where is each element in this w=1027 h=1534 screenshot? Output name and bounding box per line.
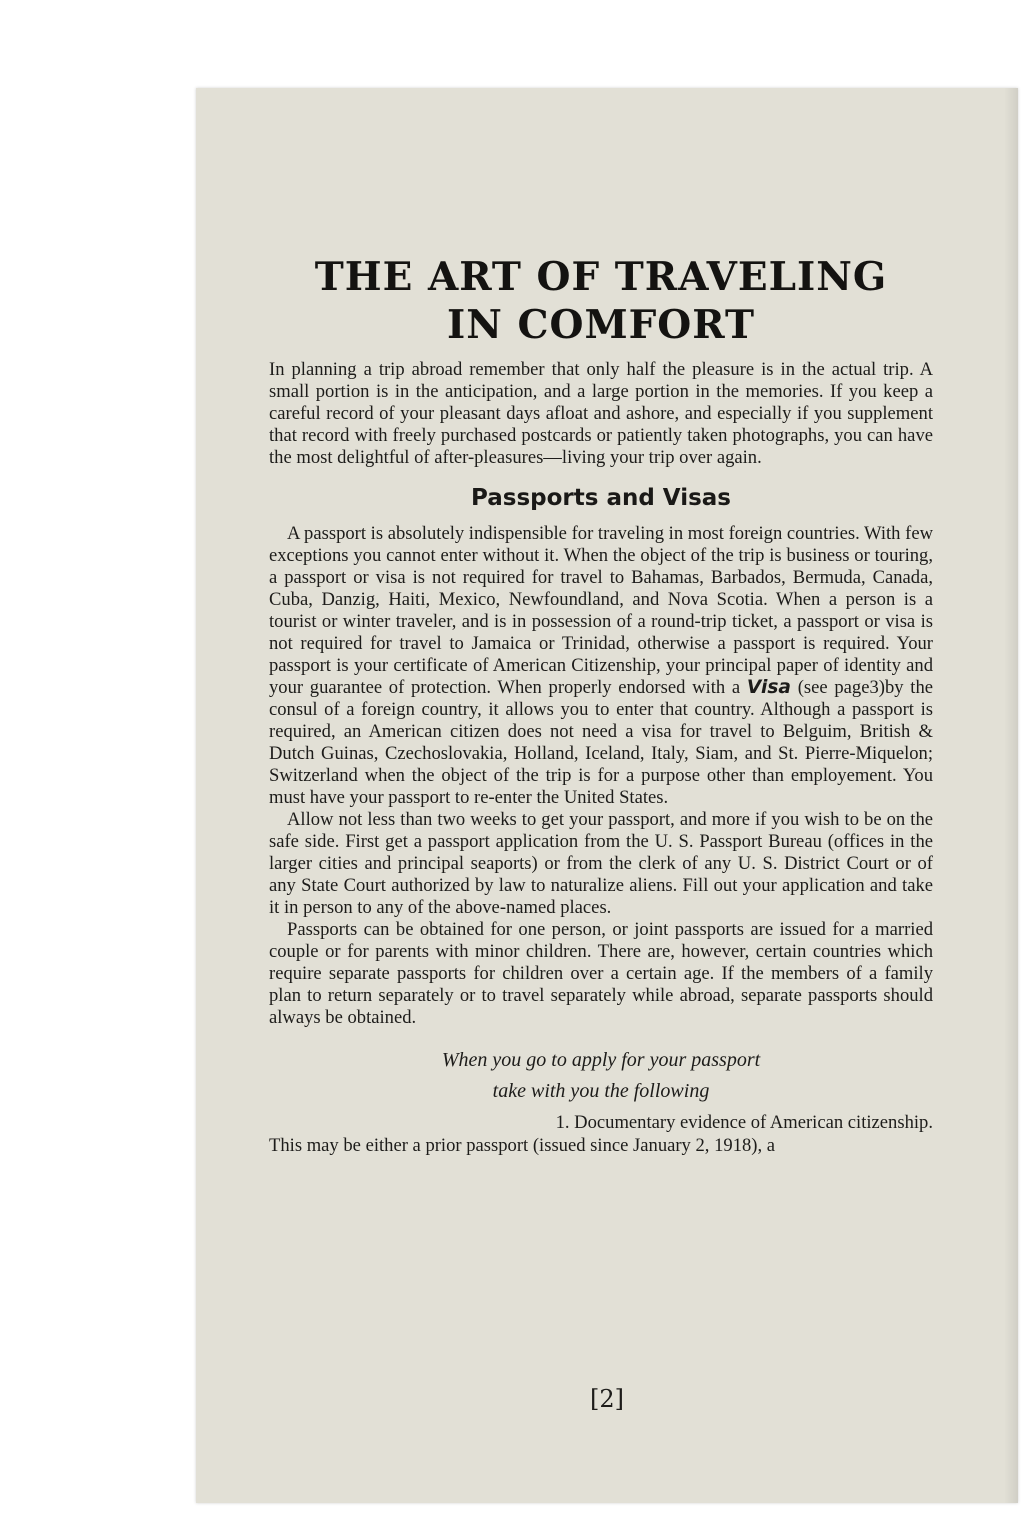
italic-subheading-line-2: take with you the following [492, 1080, 710, 1102]
list-item-1-second-line: This may be either a prior passport (issued since January 2, 1918), a [269, 1135, 776, 1156]
passport-paragraph-2: Allow not less than two weeks to get your passport, and more if you wish to be on the safe side. First get a passport application from the U. S. Passport Bureau (offices in the larger cities and principal seaports) or from the clerk of any U. S. District Court or of any State Court authorized by law to naturalize aliens. Fill out your application and take it in person to any of the above-named places. [269, 809, 933, 918]
passport-paragraph-3: Passports can be obtained for one person, or joint passports are issued for a married couple or for parents with minor children. There are, however, certain countries which require separate passports for children over a certain age. If the members of a family plan to return separately or to travel separately while abroad, separate passports should always be obtained. [269, 919, 933, 1028]
passport-paragraph-1 [269, 523, 933, 809]
page-content [269, 253, 933, 1157]
title-line-1: THE ART OF TRAVELING [314, 254, 888, 300]
intro-paragraph: In planning a trip abroad remember that only half the pleasure is in the actual trip. A small portion is in the anticipation, and a large portion in the memories. If you keep a careful record of your pleasant days afloat and ashore, and especially if you supplement that record with freely purchased postcards or patiently taken photographs, you can have the most delightful of after-pleasures—living your trip over again. [269, 359, 933, 468]
visa-emphasis: Visa [746, 677, 791, 698]
list-item-1-first-line: 1. Documentary evidence of American citizenship. [555, 1112, 933, 1133]
para1-text-b: (see page3)by the consul of a foreign country, it allows you to enter that country. Although a passport is required, an American citizen does not need a visa for travel to Belguim, British & Dutch Guinas, Czechoslovakia, Holland, Iceland, Italy, Siam, and St. Pierre-Miquelon; Switzerland when the object of the trip is for a purpose other than employement. You must have your passport to re-enter the United States. [269, 677, 933, 808]
book-page [196, 88, 1018, 1503]
page-title [269, 253, 933, 349]
italic-subheading [269, 1045, 933, 1107]
italic-subheading-line-1: When you go to apply for your passport [441, 1049, 761, 1071]
section-heading: Passports and Visas [471, 485, 731, 511]
page-number: [2] [590, 1385, 624, 1413]
para1-text-a: A passport is absolutely indispensible for traveling in most foreign countries. With few exceptions you cannot enter without it. When the object of the trip is business or touring, a passport or visa is not required for travel to Bahamas, Barbados, Bermuda, Canada, Cuba, Danzig, Haiti, Mexico, Newfoundland, and Nova Scotia. When a person is a tourist or winter traveler, and is in possession of a round-trip ticket, a passport or visa is not required for travel to Jamaica or Trinidad, otherwise a passport is required. Your passport is your certificate of American Citizenship, your principal paper of identity and your guarantee of protection. When properly endorsed with a [269, 523, 933, 698]
title-line-2: IN COMFORT [446, 302, 756, 348]
